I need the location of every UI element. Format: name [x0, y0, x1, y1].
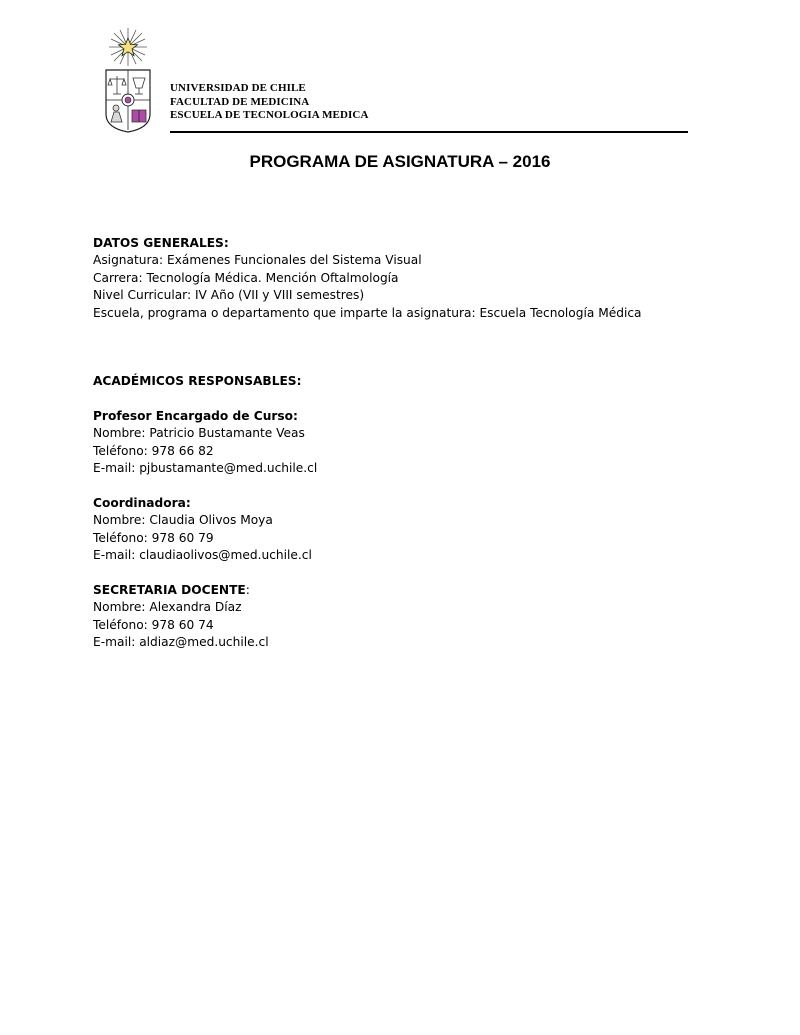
datos-generales-section: [93, 235, 642, 322]
university-name: UNIVERSIDAD DE CHILE: [170, 82, 306, 94]
coordinadora-section: [93, 495, 312, 565]
nivel-curricular-line: Nivel Curricular: IV Año (VII y VIII semestres): [93, 288, 365, 303]
escuela-line: Escuela, programa o departamento que imparte la asignatura: Escuela Tecnología Médica: [93, 305, 642, 320]
profesor-telefono: Teléfono: 978 66 82: [93, 443, 214, 458]
secretaria-heading-line: [93, 582, 269, 599]
secretaria-heading: SECRETARIA DOCENTE: [93, 583, 246, 597]
academicos-heading: ACADÉMICOS RESPONSABLES:: [93, 374, 302, 388]
secretaria-section: [93, 582, 269, 652]
institution-header: [170, 82, 369, 123]
coordinadora-telefono: Teléfono: 978 60 79: [93, 530, 214, 545]
profesor-email: E-mail: pjbustamante@med.uchile.cl: [93, 461, 318, 476]
secretaria-telefono: Teléfono: 978 60 74: [93, 617, 214, 632]
header-divider: [170, 131, 688, 133]
datos-generales-heading: DATOS GENERALES:: [93, 236, 229, 250]
profesor-heading: Profesor Encargado de Curso:: [93, 409, 298, 423]
university-crest-logo: [100, 26, 156, 134]
coordinadora-heading: Coordinadora:: [93, 496, 191, 510]
coordinadora-email: E-mail: claudiaolivos@med.uchile.cl: [93, 548, 312, 563]
secretaria-heading-colon: :: [245, 583, 250, 597]
faculty-name: FACULTAD DE MEDICINA: [170, 95, 310, 108]
school-name: ESCUELA DE TECNOLOGIA MEDICA: [170, 109, 369, 121]
academicos-section: [93, 373, 301, 390]
document-title: [0, 150, 800, 174]
secretaria-nombre: Nombre: Alexandra Díaz: [93, 600, 242, 615]
coordinadora-nombre: Nombre: Claudia Olivos Moya: [93, 513, 273, 528]
profesor-section: [93, 408, 317, 478]
asignatura-line: Asignatura: Exámenes Funcionales del Sistema Visual: [93, 253, 422, 268]
secretaria-email: E-mail: aldiaz@med.uchile.cl: [93, 635, 269, 650]
carrera-line: Carrera: Tecnología Médica. Mención Oftalmología: [93, 270, 399, 285]
document-title-text: PROGRAMA DE ASIGNATURA – 2016: [249, 152, 551, 171]
profesor-nombre: Nombre: Patricio Bustamante Veas: [93, 426, 305, 441]
